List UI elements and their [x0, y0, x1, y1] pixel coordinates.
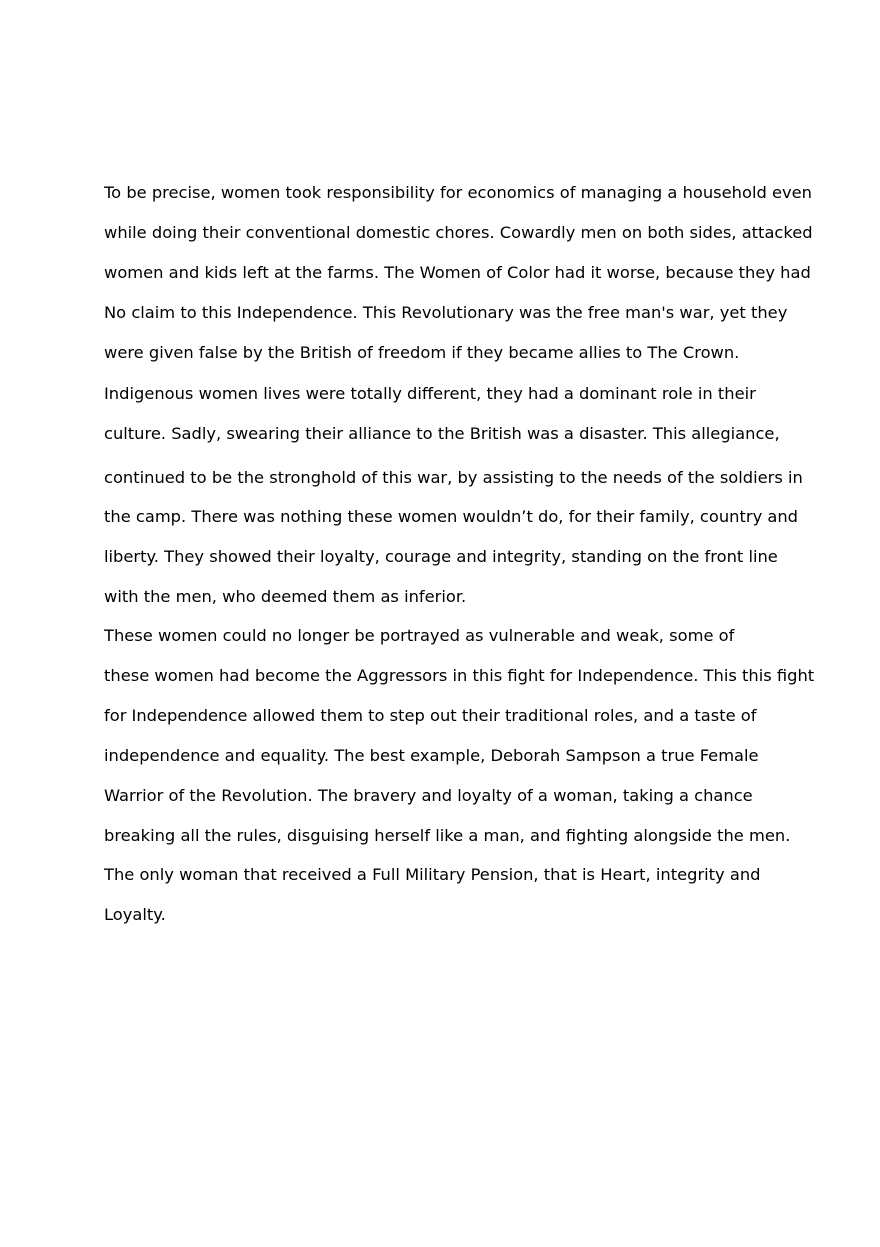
- text-line: These women could no longer be portrayed as vulnerable and weak, some of: [104, 626, 735, 645]
- text-line: independence and equality. The best example, Deborah Sampson a true Female: [104, 746, 759, 765]
- text-line: women and kids left at the farms. The Women of Color had it worse, because they had: [104, 263, 811, 282]
- text-line: No claim to this Independence. This Revolutionary was the free man's war, yet they: [104, 303, 788, 322]
- text-line: Loyalty.: [104, 905, 166, 924]
- text-line: were given false by the British of freedom if they became allies to The Crown.: [104, 343, 740, 362]
- text-line: for Independence allowed them to step out their traditional roles, and a taste of: [104, 706, 757, 725]
- text-line: the camp. There was nothing these women wouldn’t do, for their family, country and: [104, 507, 799, 526]
- text-line: Indigenous women lives were totally different, they had a dominant role in their: [104, 384, 756, 403]
- text-line: with the men, who deemed them as inferior.: [104, 587, 467, 606]
- text-line: Warrior of the Revolution. The bravery and loyalty of a woman, taking a chance: [104, 786, 753, 805]
- text-line: To be precise, women took responsibility for economics of managing a household even: [104, 183, 812, 202]
- text-line: while doing their conventional domestic chores. Cowardly men on both sides, attacked: [104, 223, 813, 242]
- text-line: culture. Sadly, swearing their alliance to the British was a disaster. This allegiance,: [104, 424, 780, 443]
- text-line: continued to be the stronghold of this war, by assisting to the needs of the soldiers in: [104, 468, 803, 487]
- text-line: breaking all the rules, disguising herself like a man, and fighting alongside the men.: [104, 826, 791, 845]
- text-line: The only woman that received a Full Military Pension, that is Heart, integrity and: [104, 865, 761, 884]
- text-line: liberty. They showed their loyalty, courage and integrity, standing on the front line: [104, 547, 778, 566]
- text-line: these women had become the Aggressors in this fight for Independence. This this fight: [104, 666, 815, 685]
